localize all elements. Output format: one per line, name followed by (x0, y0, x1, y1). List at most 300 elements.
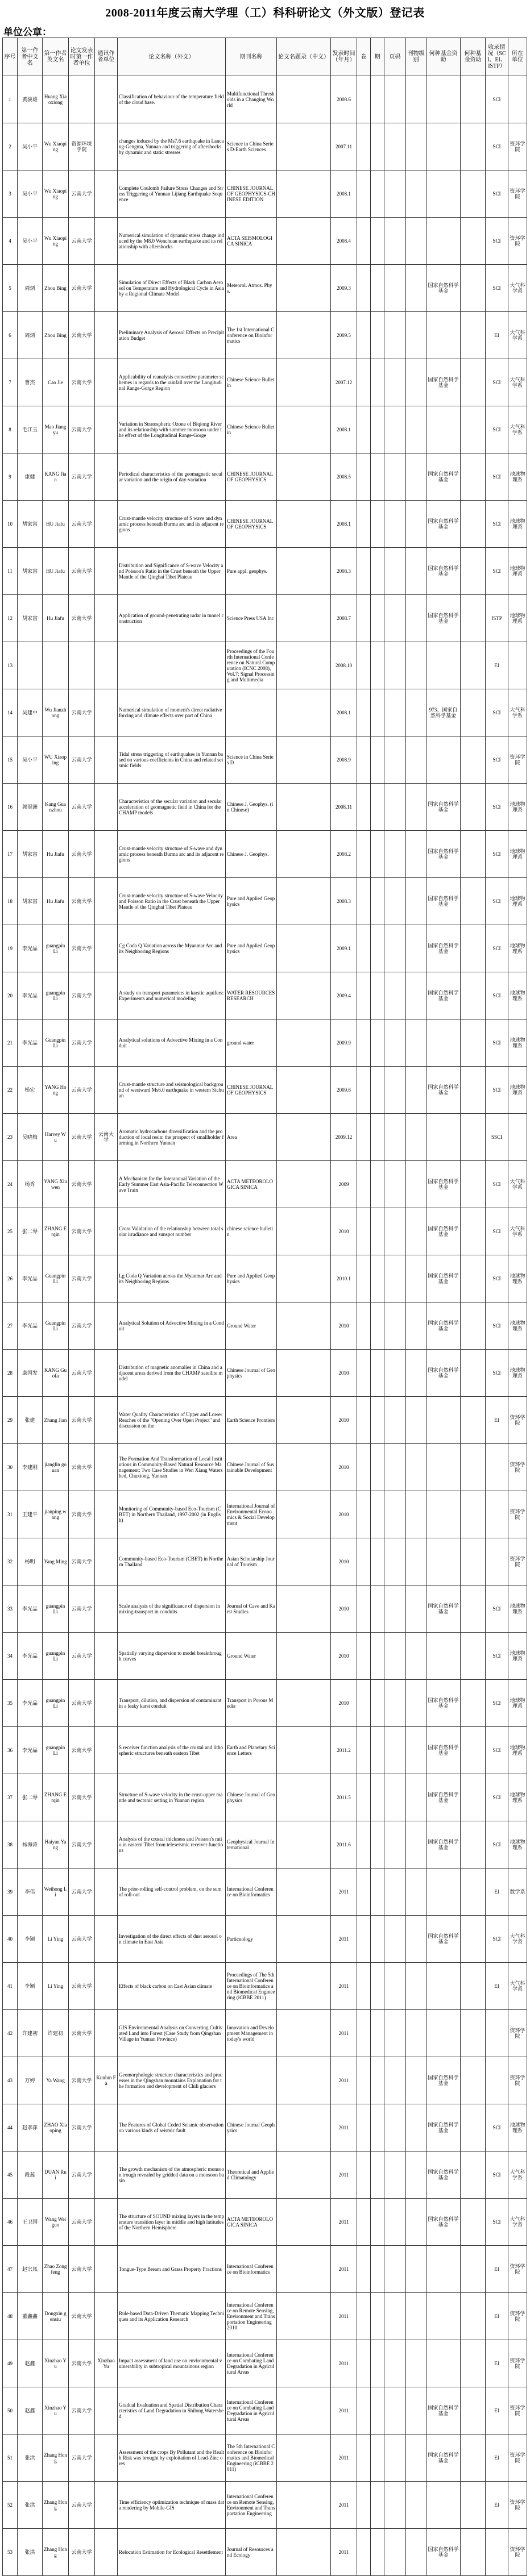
cell-department: 地球物理系 (508, 1821, 527, 1868)
cell-journal-level (406, 1397, 427, 1444)
cell-author-cn: 李建刚 (18, 1444, 43, 1491)
cell-paper-title: A Mechanism for the Interannual Variation of the Early Summer East Asia-Pacific Teleconnection Wave Train (118, 1161, 226, 1208)
cell-journal-level (406, 1350, 427, 1397)
cell-pages (384, 2434, 406, 2482)
cell-pages (384, 76, 406, 123)
cell-author-en: ZHANG Erqin (43, 1774, 69, 1821)
cell-department: 大气科学系 (508, 689, 527, 736)
table-row (3, 1397, 527, 1444)
cell-issue (371, 76, 384, 123)
table-row (3, 831, 527, 878)
cell-journal-level (406, 1161, 427, 1208)
cell-department (508, 1114, 527, 1161)
table-row (3, 1161, 527, 1208)
cell-journal: Ground Water (226, 1633, 277, 1680)
cell-date: 2011 (331, 2010, 357, 2057)
cell-index: 14 (3, 689, 18, 736)
cell-author-cn: 李光品 (18, 1585, 43, 1633)
cell-fund (427, 2340, 461, 2387)
cell-volume (357, 1916, 371, 1963)
cell-volume (357, 76, 371, 123)
cell-author-en: Yang Ming (43, 1538, 69, 1585)
cell-fund-2 (461, 1114, 486, 1161)
cell-corresponding-unit (95, 1350, 118, 1397)
cell-index: 51 (3, 2434, 18, 2482)
table-row (3, 359, 527, 406)
cell-fund: 国家自然科学基金 (427, 359, 461, 406)
cell-date: 2007.11 (331, 123, 357, 170)
cell-fund-2 (461, 170, 486, 218)
cell-index: 3 (3, 170, 18, 218)
cell-volume (357, 642, 371, 689)
cell-issue (371, 123, 384, 170)
cell-title-cn (277, 1208, 331, 1255)
cell-paper-title: Analytical solutions of Advective Mixing in a Conduit (118, 1019, 226, 1067)
cell-author-cn: 王建平 (18, 1491, 43, 1538)
cell-corresponding-unit (95, 2434, 118, 2482)
cell-paper-title: S receiver function analysis of the crustal and lithospheric structures beneath eastern Tibet (118, 1727, 226, 1774)
cell-fund-2 (461, 2199, 486, 2246)
cell-paper-title: Analysis of the crustal thickness and Poisson's ratio in eastern Tibet from teleseismic receiver functions (118, 1821, 226, 1868)
col-header: 发表时间（年月） (331, 38, 357, 76)
cell-department: 资环学院 (508, 1491, 527, 1538)
cell-fund-2 (461, 453, 486, 501)
cell-pages (384, 1821, 406, 1868)
cell-indexing: EI (486, 312, 508, 359)
cell-author-en (43, 642, 69, 689)
cell-indexing: EI (486, 2482, 508, 2529)
cell-author-en: jianping wang (43, 1491, 69, 1538)
cell-fund-2 (461, 2529, 486, 2576)
cell-author-unit: 云南大学 (69, 784, 95, 831)
cell-index: 35 (3, 1680, 18, 1727)
cell-pages (384, 595, 406, 642)
cell-date: 2009.9 (331, 1019, 357, 1067)
cell-volume (357, 972, 371, 1019)
cell-paper-title: Effects of black carbon on East Asian climate (118, 1963, 226, 2010)
cell-paper-title: The Features of Global Coded Seismic observation on various kinds of seismic fault (118, 2104, 226, 2151)
cell-volume (357, 689, 371, 736)
cell-author-cn: 吴小平 (18, 123, 43, 170)
cell-author-unit: 云南大学 (69, 1019, 95, 1067)
cell-author-en: Wu Xiaoping (43, 218, 69, 265)
cell-issue (371, 1397, 384, 1444)
cell-author-en: Zhao Zongfeng (43, 2246, 69, 2293)
cell-journal-level (406, 123, 427, 170)
cell-author-unit: 云南大学 (69, 2293, 95, 2340)
col-header: 卷 (357, 38, 371, 76)
table-row (3, 2246, 527, 2293)
cell-indexing: EI (486, 2246, 508, 2293)
cell-author-cn: 吴晓梅 (18, 1114, 43, 1161)
table-row (3, 1868, 527, 1916)
cell-fund: 国家自然科学基金 (427, 2151, 461, 2199)
cell-pages (384, 1350, 406, 1397)
cell-index: 50 (3, 2387, 18, 2434)
cell-title-cn (277, 1114, 331, 1161)
cell-author-unit (69, 642, 95, 689)
cell-journal-level (406, 1585, 427, 1633)
cell-pages (384, 1963, 406, 2010)
cell-department: 资环学院 (508, 123, 527, 170)
cell-fund: 国家自然科学基金 (427, 878, 461, 925)
cell-journal-level (406, 2151, 427, 2199)
cell-author-cn: 张洪 (18, 2434, 43, 2482)
cell-index: 21 (3, 1019, 18, 1067)
cell-volume (357, 1774, 371, 1821)
cell-author-unit: 云南大学 (69, 1963, 95, 2010)
cell-author-en: Mao Jiangyu (43, 406, 69, 453)
cell-author-cn: 赵宗凤 (18, 2246, 43, 2293)
cell-fund (427, 1019, 461, 1067)
cell-pages (384, 2293, 406, 2340)
cell-indexing: SCI (486, 1680, 508, 1727)
cell-issue (371, 2387, 384, 2434)
cell-paper-title: Numerical simulation of dynamic stress change induced by the M8.0 Wenchuan earthquake and its relationship with aftershocks (118, 218, 226, 265)
cell-fund-2 (461, 1444, 486, 1491)
cell-title-cn (277, 784, 331, 831)
table-row (3, 595, 527, 642)
cell-fund (427, 1114, 461, 1161)
cell-date: 2008.1 (331, 501, 357, 548)
cell-fund-2 (461, 2246, 486, 2293)
cell-department: 地球物理系 (508, 1585, 527, 1633)
cell-journal-level (406, 1868, 427, 1916)
cell-department: 地球物理系 (508, 1302, 527, 1350)
table-row (3, 1963, 527, 2010)
cell-date: 2011 (331, 2340, 357, 2387)
cell-pages (384, 1161, 406, 1208)
col-header: 论文发表时第一作者单位 (69, 38, 95, 76)
cell-author-cn: 李颖 (18, 1916, 43, 1963)
cell-paper-title: Tongue-Type Bream and Grass Property Fractions (118, 2246, 226, 2293)
cell-issue (371, 1491, 384, 1538)
cell-title-cn (277, 2293, 331, 2340)
cell-fund: 国家自然科学基金 (427, 1302, 461, 1350)
cell-date: 2008.3 (331, 878, 357, 925)
cell-volume (357, 1067, 371, 1114)
cell-title-cn (277, 1350, 331, 1397)
cell-fund (427, 1868, 461, 1916)
cell-indexing: SCI (486, 784, 508, 831)
cell-department: 大气科学系 (508, 359, 527, 406)
cell-volume (357, 925, 371, 972)
cell-issue (371, 2434, 384, 2482)
cell-journal-level (406, 548, 427, 595)
cell-index: 22 (3, 1067, 18, 1114)
cell-author-cn: 李光品 (18, 1302, 43, 1350)
cell-fund (427, 406, 461, 453)
cell-author-cn: 吴小平 (18, 170, 43, 218)
cell-journal: The 5th International Conference on Bioinformatics and Biomedical Engineering (iCBBE 2011) (226, 2434, 277, 2482)
cell-title-cn (277, 642, 331, 689)
table-row (3, 1019, 527, 1067)
cell-indexing: SCI (486, 2151, 508, 2199)
cell-fund-2 (461, 1821, 486, 1868)
cell-paper-title: Relocation Estimation for Ecological Resettlement (118, 2529, 226, 2576)
cell-fund-2 (461, 1585, 486, 1633)
cell-title-cn (277, 689, 331, 736)
cell-author-cn: 周炳 (18, 265, 43, 312)
cell-date: 2010.1 (331, 1255, 357, 1302)
cell-paper-title: Analytical Solution of Advective Mixing in a Conduit (118, 1302, 226, 1350)
cell-corresponding-unit (95, 689, 118, 736)
cell-journal-level (406, 312, 427, 359)
cell-author-unit: 云南大学 (69, 2057, 95, 2104)
cell-fund (427, 736, 461, 784)
cell-fund: 国家自然科学基金 (427, 595, 461, 642)
cell-indexing (486, 1444, 508, 1491)
cell-issue (371, 878, 384, 925)
cell-issue (371, 1161, 384, 1208)
cell-author-unit: 云南大学 (69, 736, 95, 784)
cell-journal-level (406, 1727, 427, 1774)
cell-volume (357, 1633, 371, 1680)
cell-author-cn: 吴建中 (18, 689, 43, 736)
cell-index: 36 (3, 1727, 18, 1774)
cell-department: 资环学院 (508, 736, 527, 784)
cell-date: 2011 (331, 1868, 357, 1916)
cell-department: 地球物理系 (508, 1633, 527, 1680)
cell-fund-2 (461, 878, 486, 925)
cell-title-cn (277, 925, 331, 972)
cell-pages (384, 1538, 406, 1585)
cell-title-cn (277, 1444, 331, 1491)
cell-corresponding-unit (95, 1821, 118, 1868)
cell-pages (384, 2104, 406, 2151)
cell-pages (384, 312, 406, 359)
cell-author-unit: 云南大学 (69, 1868, 95, 1916)
cell-journal-level (406, 453, 427, 501)
cell-pages (384, 2246, 406, 2293)
cell-author-unit: 云南大学 (69, 406, 95, 453)
cell-volume (357, 218, 371, 265)
cell-fund: 国家自然科学基金 (427, 1680, 461, 1727)
cell-author-cn: 李光品 (18, 972, 43, 1019)
cell-index: 47 (3, 2246, 18, 2293)
cell-indexing: SCI (486, 406, 508, 453)
cell-date: 2008.5 (331, 453, 357, 501)
cell-corresponding-unit (95, 2104, 118, 2151)
cell-fund-2 (461, 1067, 486, 1114)
cell-department: 大气科学系 (508, 2151, 527, 2199)
cell-author-unit: 云南大学 (69, 359, 95, 406)
cell-corresponding-unit (95, 2246, 118, 2293)
cell-indexing: SCI (486, 878, 508, 925)
cell-date: 2008.11 (331, 784, 357, 831)
cell-fund-2 (461, 312, 486, 359)
cell-indexing: SCI (486, 1916, 508, 1963)
cell-corresponding-unit (95, 406, 118, 453)
cell-department: 地球物理系 (508, 1019, 527, 1067)
cell-indexing: SCI (486, 1019, 508, 1067)
cell-issue (371, 2529, 384, 2576)
table-row (3, 784, 527, 831)
cell-paper-title: Distribution of magnetic anomalies in China and adjacent areas derived from the CHAMP satellite model (118, 1350, 226, 1397)
cell-journal: ground water (226, 1019, 277, 1067)
cell-volume (357, 1397, 371, 1444)
cell-pages (384, 1208, 406, 1255)
cell-index: 25 (3, 1208, 18, 1255)
table-row (3, 1302, 527, 1350)
cell-index: 8 (3, 406, 18, 453)
cell-indexing (486, 2529, 508, 2576)
cell-index: 27 (3, 1302, 18, 1350)
table-row (3, 2387, 527, 2434)
cell-date: 2010 (331, 1302, 357, 1350)
cell-fund-2 (461, 2151, 486, 2199)
cell-journal: International Journal of Environmental Economics & Social Development (226, 1491, 277, 1538)
cell-author-cn: 万婷 (18, 2057, 43, 2104)
cell-author-cn: 王卫国 (18, 2199, 43, 2246)
cell-fund: 国家自然科学基金 (427, 1585, 461, 1633)
cell-title-cn (277, 2482, 331, 2529)
cell-paper-title: Numerical simulation of moment's direct radiative forcing and climate effects over part of China (118, 689, 226, 736)
cell-fund-2 (461, 406, 486, 453)
cell-fund (427, 2293, 461, 2340)
table-row (3, 1916, 527, 1963)
cell-indexing: SCI (486, 265, 508, 312)
cell-paper-title: Water Quality Characteristics of Upper and Lower Reaches of the "Opening Over Open Project" and discussion on the (118, 1397, 226, 1444)
cell-author-en: Wang Weiguo (43, 2199, 69, 2246)
cell-date: 2009.6 (331, 1067, 357, 1114)
cell-journal-level (406, 1538, 427, 1585)
cell-title-cn (277, 1680, 331, 1727)
cell-pages (384, 406, 406, 453)
cell-issue (371, 1727, 384, 1774)
cell-author-cn: 杨明 (18, 1538, 43, 1585)
cell-author-cn: 杨秀 (18, 1161, 43, 1208)
cell-title-cn (277, 595, 331, 642)
cell-department: 大气科学系 (508, 1916, 527, 1963)
cell-indexing: SCI (486, 1727, 508, 1774)
cell-issue (371, 2151, 384, 2199)
cell-index: 43 (3, 2057, 18, 2104)
cell-issue (371, 595, 384, 642)
table-row (3, 925, 527, 972)
cell-author-en: guangpin Li (43, 1727, 69, 1774)
cell-author-cn: 吴小平 (18, 736, 43, 784)
cell-author-cn: 张洪 (18, 2529, 43, 2576)
cell-department: 地球物理系 (508, 784, 527, 831)
cell-title-cn (277, 312, 331, 359)
cell-indexing: SCI (486, 1302, 508, 1350)
cell-author-unit (69, 76, 95, 123)
cell-date: 2010 (331, 1444, 357, 1491)
cell-author-unit: 云南大学 (69, 2010, 95, 2057)
cell-author-en: Kang Guanzhou (43, 784, 69, 831)
cell-journal: CHINESE JOURNAL OF GEOPHYSICS (226, 453, 277, 501)
cell-department (508, 76, 527, 123)
cell-paper-title: Aromatic hydrocarbons diversification and the production of local resin: the prospect of smallholder farming in Northern Yunnan (118, 1114, 226, 1161)
cell-index: 28 (3, 1350, 18, 1397)
cell-fund (427, 1963, 461, 2010)
cell-author-cn: 康健 (18, 453, 43, 501)
cell-paper-title: The growth mechanism of the atmospheric monsoon trough revealed by gridded data on a monsoon basin (118, 2151, 226, 2199)
cell-indexing: EI (486, 1397, 508, 1444)
cell-fund-2 (461, 689, 486, 736)
cell-paper-title: Geomorphologic structure characteristics and processes in the Qingshan mountains Explanation for the formation and development of Chili glaciers (118, 2057, 226, 2104)
cell-volume (357, 2057, 371, 2104)
cell-fund: 国家自然科学基金 (427, 2199, 461, 2246)
table-row (3, 2057, 527, 2104)
cell-issue (371, 642, 384, 689)
cell-title-cn (277, 1585, 331, 1633)
cell-fund-2 (461, 2104, 486, 2151)
cell-volume (357, 1114, 371, 1161)
cell-date: 2010 (331, 1538, 357, 1585)
cell-author-cn: 李颖 (18, 1963, 43, 2010)
cell-author-en: YANG Xiuwen (43, 1161, 69, 1208)
cell-volume (357, 548, 371, 595)
cell-corresponding-unit (95, 1208, 118, 1255)
cell-indexing: SSCI (486, 1114, 508, 1161)
cell-indexing: SCI (486, 1821, 508, 1868)
cell-corresponding-unit (95, 1161, 118, 1208)
cell-author-cn: 胡家富 (18, 878, 43, 925)
cell-fund: 国家自然科学基金 (427, 453, 461, 501)
cell-volume (357, 1302, 371, 1350)
cell-fund-2 (461, 1727, 486, 1774)
cell-title-cn (277, 501, 331, 548)
cell-fund: 国家自然科学基金 (427, 2057, 461, 2104)
cell-indexing: EI (486, 1963, 508, 2010)
cell-department: 地球物理系 (508, 1067, 527, 1114)
cell-date: 2011 (331, 2104, 357, 2151)
cell-department: 大气科学系 (508, 1208, 527, 1255)
cell-fund-2 (461, 1019, 486, 1067)
cell-index: 45 (3, 2151, 18, 2199)
cell-issue (371, 925, 384, 972)
cell-author-en: ZHAO Xiaoping (43, 2104, 69, 2151)
cell-author-en: KANG Guofa (43, 1350, 69, 1397)
cell-author-unit: 云南大学 (69, 453, 95, 501)
table-row (3, 1444, 527, 1491)
cell-issue (371, 2246, 384, 2293)
cell-corresponding-unit (95, 359, 118, 406)
cell-fund: 国家自然科学基金 (427, 2104, 461, 2151)
cell-department: 地球物理系 (508, 925, 527, 972)
cell-journal-level (406, 406, 427, 453)
cell-journal: Chinese Journal Geophysics (226, 2104, 277, 2151)
cell-fund: 国家自然科学基金 (427, 548, 461, 595)
cell-author-en: HU Jiafu (43, 501, 69, 548)
cell-index: 49 (3, 2340, 18, 2387)
cell-title-cn (277, 1868, 331, 1916)
cell-author-unit: 云南大学 (69, 548, 95, 595)
cell-fund (427, 1397, 461, 1444)
cell-index: 9 (3, 453, 18, 501)
cell-corresponding-unit (95, 2482, 118, 2529)
cell-volume (357, 1680, 371, 1727)
cell-author-cn: 黄骏雄 (18, 76, 43, 123)
cell-indexing: SCI (486, 453, 508, 501)
cell-indexing: SCI (486, 1161, 508, 1208)
cell-corresponding-unit (95, 1585, 118, 1633)
cell-author-cn: 胡家富 (18, 831, 43, 878)
cell-issue (371, 831, 384, 878)
cell-journal-level (406, 2482, 427, 2529)
cell-title-cn (277, 1067, 331, 1114)
cell-journal: Pure and Applied Geophysics (226, 925, 277, 972)
cell-volume (357, 1963, 371, 2010)
cell-issue (371, 312, 384, 359)
cell-journal-level (406, 1491, 427, 1538)
cell-author-unit: 云南大学 (69, 689, 95, 736)
cell-author-cn: 杨海涛 (18, 1821, 43, 1868)
cell-title-cn (277, 2199, 331, 2246)
cell-journal-level (406, 218, 427, 265)
